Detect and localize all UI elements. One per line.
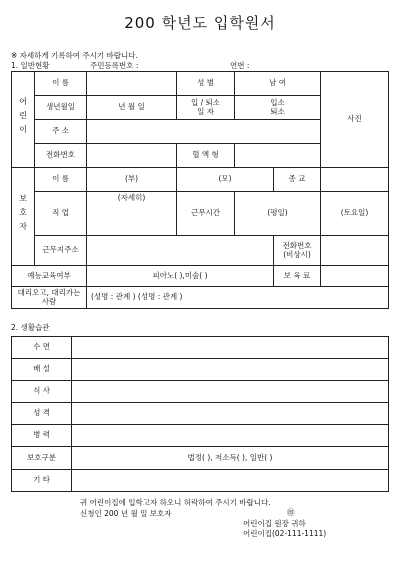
proxy-pickup-value[interactable]: (성명 : 관계 ) (성명 : 관계 ) <box>87 287 389 309</box>
proxy-pickup-label: 대리오고, 대리가는 사람 <box>12 287 87 309</box>
notice-text: ※ 자세하게 기록하여 주시기 바랍니다. <box>11 51 138 60</box>
job-field[interactable]: (자세히) <box>87 192 177 236</box>
religion-label: 종 교 <box>274 168 321 192</box>
guardian-group-label: 보호자 <box>12 168 35 266</box>
child-phone-field[interactable] <box>87 144 177 168</box>
child-name-field[interactable] <box>87 72 177 96</box>
request-text: 귀 어린이집에 입학고자 하오니 허락하여 주시기 바랍니다. <box>80 498 271 507</box>
child-birth-value[interactable]: 년 월 일 <box>87 96 177 120</box>
meal-field[interactable] <box>72 381 389 403</box>
weekday-field[interactable]: (평일) <box>235 192 321 236</box>
arts-education-label: 예능교육여부 <box>12 266 87 287</box>
rrn-label: 주민등록번호 : <box>90 61 139 70</box>
habits-table <box>11 336 389 492</box>
mother-field[interactable]: (모) <box>177 168 274 192</box>
child-address-label: 주 소 <box>35 120 87 144</box>
work-address-label: 근무지주소 <box>35 236 87 266</box>
child-birth-label: 생년월일 <box>35 96 87 120</box>
sleep-field[interactable] <box>72 337 389 359</box>
section2-heading: 2. 생활습관 <box>11 323 50 332</box>
other-label: 기 타 <box>12 470 72 492</box>
toilet-field[interactable] <box>72 359 389 381</box>
guardian-type-field[interactable]: 법정( ), 저소득( ), 일반( ) <box>72 447 389 470</box>
child-phone-label: 전화번호 <box>35 144 87 168</box>
insurance-field[interactable] <box>321 266 389 287</box>
year-label: 연번 : <box>230 61 250 70</box>
toilet-label: 배 설 <box>12 359 72 381</box>
sleep-label: 수 면 <box>12 337 72 359</box>
addressee-text: 어린이집 원장 귀하 <box>243 519 306 528</box>
personality-field[interactable] <box>72 403 389 425</box>
child-group-label: 어린이 <box>12 72 35 168</box>
insurance-label: 보 육 료 <box>274 266 321 287</box>
section1-heading: 1. 일반현황 <box>11 61 50 70</box>
guardian-type-label: 보호구분 <box>12 447 72 470</box>
child-gender-value[interactable]: 남 여 <box>235 72 321 96</box>
medical-history-label: 병 력 <box>12 425 72 447</box>
religion-field[interactable] <box>321 168 389 192</box>
page-title: 200 학년도 입학원서 <box>124 14 276 32</box>
child-gender-label: 성 별 <box>177 72 235 96</box>
personality-label: 성 격 <box>12 403 72 425</box>
daycare-phone: 어린이집(02-111-1111) <box>243 529 327 538</box>
work-address-field[interactable] <box>87 236 274 266</box>
meal-label: 식 사 <box>12 381 72 403</box>
arts-education-value[interactable]: 피아노( ),미술( ) <box>87 266 274 287</box>
photo-box: 사진 <box>321 72 389 168</box>
work-hours-label: 근무시간 <box>177 192 235 236</box>
other-field[interactable] <box>72 470 389 492</box>
job-label: 직 업 <box>35 192 87 236</box>
entry-exit-value[interactable]: 입소 퇴소 <box>235 96 321 120</box>
seal-mark: ㊞ <box>287 508 295 517</box>
emergency-phone-label: 전화번호 (비상시) <box>274 236 321 266</box>
entry-exit-label: 입 / 퇴소 일 자 <box>177 96 235 120</box>
medical-history-field[interactable] <box>72 425 389 447</box>
blood-type-label: 혈 액 형 <box>177 144 235 168</box>
child-name-label: 이 름 <box>35 72 87 96</box>
general-info-table <box>11 71 389 309</box>
father-field[interactable]: (부) <box>87 168 177 192</box>
guardian-name-label: 이 름 <box>35 168 87 192</box>
applicant-line: 신청인 200 년 월 일 보호자 <box>80 509 172 518</box>
saturday-field[interactable]: (토요일) <box>321 192 389 236</box>
emergency-phone-field[interactable] <box>321 236 389 266</box>
blood-type-field[interactable] <box>235 144 321 168</box>
child-address-field[interactable] <box>87 120 321 144</box>
